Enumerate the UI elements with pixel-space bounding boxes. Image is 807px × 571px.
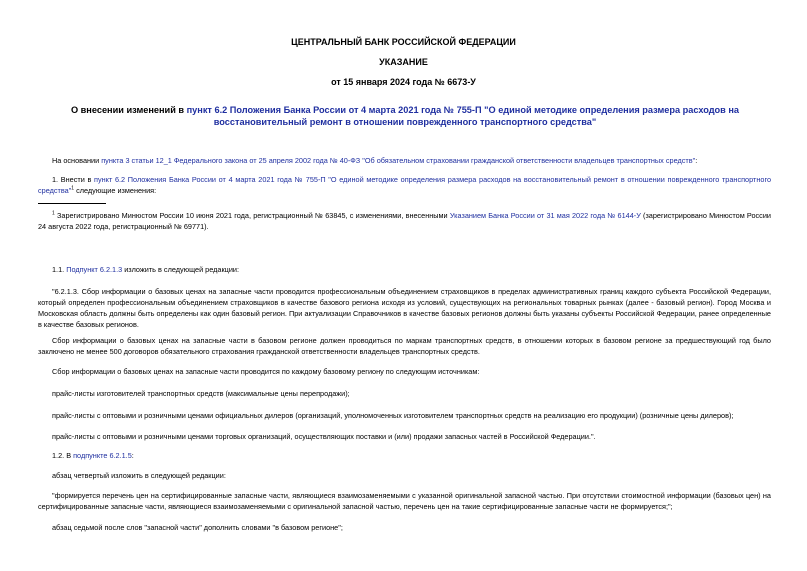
item-1 (38, 174, 771, 196)
footnote-link[interactable]: Указанием Банка России от 31 мая 2022 года № 6144-У (449, 211, 641, 220)
source-item-2: прайс-листы с оптовыми и розничными ценами официальных дилеров (организаций, уполномоченных изготовителем транспортных средств на реализацию его продукции) (розничные цены дилеров); (52, 411, 734, 420)
item-1-2-prefix: 1.2. В (52, 451, 74, 460)
item-1-suffix: следующие изменения: (74, 186, 157, 195)
doc-date-number: от 15 января 2024 года № 6673-У (331, 77, 476, 87)
paragraph-collect-brands: Сбор информации о базовых ценах на запасные части в базовом регионе должен проводиться по маркам транспортных средств, в отношении которых в базовом регионе за предшествующий год было заключено не менее 500 договоров обязательного страхования гражданской ответственности владельцев транспортных средств. (38, 336, 771, 356)
title-prefix: О внесении изменений в (70, 105, 187, 115)
basis-paragraph (52, 155, 772, 166)
doc-title (60, 104, 750, 128)
paragraph-sources: Сбор информации о базовых ценах на запасные части проводится по каждому базовому региону по следующим источникам: (52, 367, 480, 376)
item-1-2 (52, 450, 771, 461)
item-1-1-prefix: 1.1. (52, 265, 67, 274)
footnote-mark: 1 (52, 210, 55, 217)
item-1-prefix: 1. Внести в (52, 175, 95, 184)
item-1-2-link[interactable]: подпункте 6.2.1.5 (73, 451, 132, 460)
item-1-link[interactable]: пункт 6.2 Положения Банка России от 4 марта 2021 года № 755-П "О единой методике определения размера расходов на восстановительный ремонт в отношении поврежденного транспортного средства" (38, 175, 771, 195)
paragraph-abzac-4: абзац четвертый изложить в следующей редакции: (52, 471, 226, 480)
title-link[interactable]: пункт 6.2 Положения Банка России от 4 марта 2021 года № 755-П "О единой методике определения размера расходов на восстановительный ремонт в отношении поврежденного транспортного средства" (186, 105, 740, 127)
basis-suffix: : (695, 156, 698, 165)
footnote-suffix: (зарегистрировано Минюстом России 24 августа 2022 года, регистрационный № 69771). (38, 211, 771, 231)
doc-type: УКАЗАНИЕ (379, 57, 428, 67)
item-1-footnote-mark[interactable]: 1 (71, 185, 75, 192)
item-1-1 (52, 264, 771, 275)
source-item-1: прайс-листы изготовителей транспортных средств (максимальные цены перепродажи); (52, 389, 350, 398)
item-1-2-suffix: : (131, 451, 134, 460)
item-1-1-link[interactable]: Подпункт 6.2.1.3 (66, 265, 123, 274)
basis-link[interactable]: пункта 3 статьи 12_1 Федерального закона от 25 апреля 2002 года № 40-ФЗ "Об обязательном страховании гражданской ответственности владельцев транспортных средств" (101, 156, 696, 165)
org-name: ЦЕНТРАЛЬНЫЙ БАНК РОССИЙСКОЙ ФЕДЕРАЦИИ (291, 37, 516, 47)
footnote (38, 210, 771, 232)
basis-prefix: На основании (52, 156, 102, 165)
paragraph-forming: "формируется перечень цен на сертифицированные запасные части, являющиеся взаимозаменяемыми с указанной оригинальной запасной частью. При отсутствии стоимостной информации (базовых цен) на сертифицированные запасные части, являющиеся взаимозаменяемыми с оригинальной запасной частью, перечень цен на такие сертифицированные запасные части не формируется;"; (38, 491, 771, 511)
source-item-3: прайс-листы с оптовыми и розничными ценами торговых организаций, осуществляющих поставки и (или) продажи запасных частей в Российской Федерации.". (52, 432, 596, 441)
paragraph-6-2-1-3: "6.2.1.3. Сбор информации о базовых ценах на запасные части проводится профессиональным объединением страховщиков в пределах административных границ каждого субъекта Российской Федерации, который определен профессиональным объединением страховщиков в качестве базового региона исходя из условий, существующих на региональных товарных рынках (далее - базовый регион). Город Москва и Московская область должны быть определены как один базовый регион. При актуализации Справочников в качестве базовых регионов должны быть указаны субъекты Российской Федерации, ранее определенные в качестве базовых регионов. (38, 287, 771, 329)
paragraph-abzac-7: абзац седьмой после слов "запасной части" дополнить словами "в базовом регионе"; (52, 523, 343, 532)
footnote-divider (38, 203, 106, 204)
item-1-1-suffix: изложить в следующей редакции: (122, 265, 240, 274)
footnote-prefix: Зарегистрировано Минюстом России 10 июня 2021 года, регистрационный № 63845, с изменениями, внесенными (54, 211, 450, 220)
